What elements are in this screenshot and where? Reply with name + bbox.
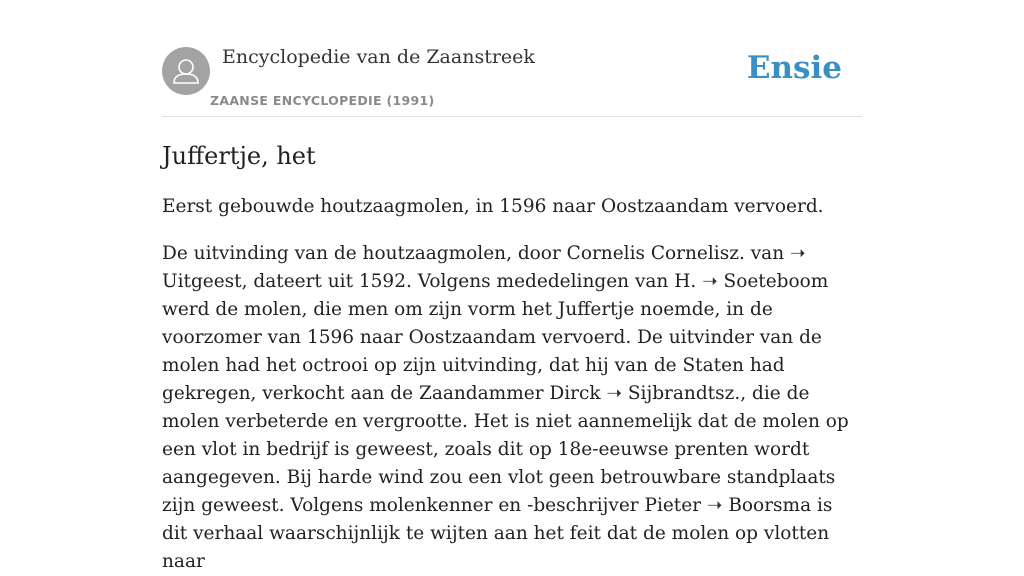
body-text: De uitvinding van de houtzaagmolen, door Cornelis Cornelisz. van xyxy=(162,243,790,264)
reference-link-boorsma[interactable]: Boorsma xyxy=(722,495,812,516)
avatar[interactable] xyxy=(162,47,210,95)
reference-arrow-icon: ➝ xyxy=(706,495,723,516)
article-lead: Eerst gebouwde houtzaagmolen, in 1596 naar Oostzaandam vervoerd. xyxy=(162,196,824,217)
article-title: Juffertje, het xyxy=(162,142,316,170)
page xyxy=(162,0,862,576)
reference-arrow-icon: ➝ xyxy=(702,271,718,292)
brand-logo[interactable]: Ensie xyxy=(746,50,842,86)
source-header xyxy=(162,0,862,117)
user-icon xyxy=(162,47,210,95)
article-body xyxy=(162,240,862,576)
reference-arrow-icon: ➝ xyxy=(790,243,806,264)
body-text: werd de molen, die men om zijn vorm het Juffertje noemde, in de voorzomer van 1596 naar Oostzaandam vervoerd. De uitvinder van de molen had het octrooi op zijn uitvinding, dat hij van de Staten had gekregen, verkocht aan de Zaandammer Dirck xyxy=(162,299,822,404)
body-text: , die de molen verbeterde en vergrootte. Het is niet aannemelijk dat de molen op een vlot in bedrijf is geweest, zoals dit op 18e-eeuwse prenten wordt aangegeven. Bij harde wind zou een vlot geen betrouwbare standplaats zijn geweest. Volgens molenkenner en -beschrijver Pieter xyxy=(162,383,849,516)
reference-link-sijbrandtsz[interactable]: Sijbrandtsz. xyxy=(622,383,741,404)
reference-link-uitgeest[interactable]: Uitgeest xyxy=(162,271,242,292)
source-subtitle[interactable]: ZAANSE ENCYCLOPEDIE (1991) xyxy=(210,93,435,108)
body-text: is dit verhaal waarschijnlijk te wijten aan het feit dat de molen op vlotten naar xyxy=(162,495,833,572)
body-text: , dateert uit 1592. Volgens mededelingen van H. xyxy=(241,271,703,292)
reference-link-soeteboom[interactable]: Soeteboom xyxy=(717,271,829,292)
source-title[interactable]: Encyclopedie van de Zaanstreek xyxy=(222,46,535,68)
reference-arrow-icon: ➝ xyxy=(606,383,622,404)
